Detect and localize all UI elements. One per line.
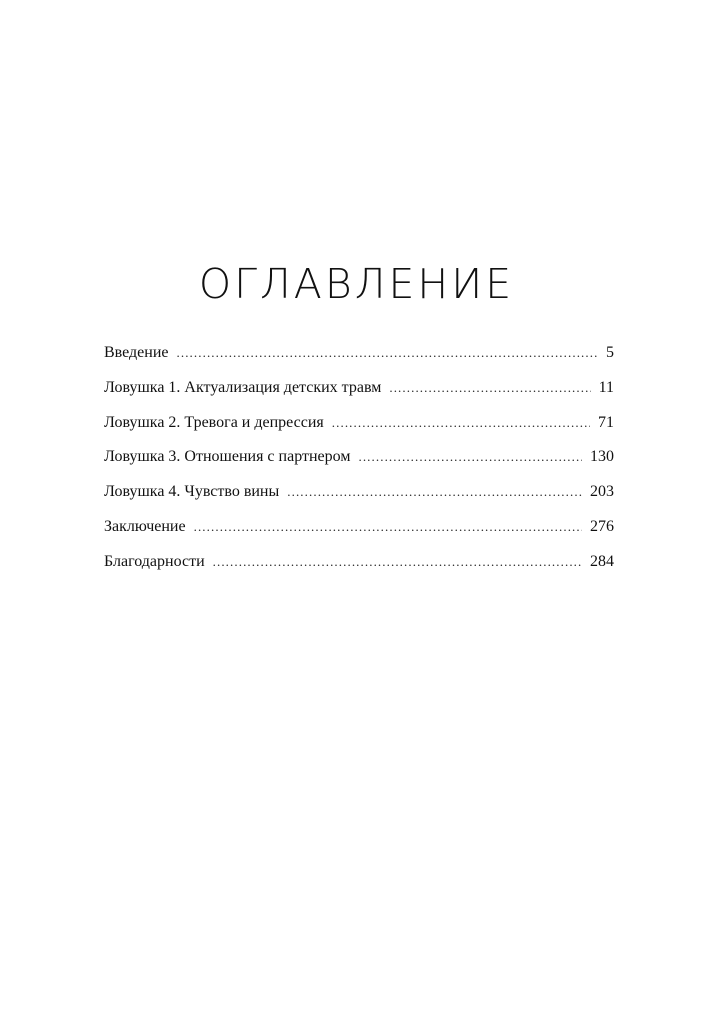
toc-entry-trap-2[interactable] (104, 406, 614, 441)
toc-page-number: 130 (590, 448, 614, 466)
toc-page-number: 276 (590, 517, 614, 535)
toc-entry-title: Введение (104, 344, 169, 361)
dot-leader (287, 475, 582, 510)
toc-page-number: 5 (606, 344, 614, 361)
toc-page-number: 203 (590, 483, 614, 501)
toc-page-number: 284 (590, 552, 614, 570)
toc-entry-trap-1[interactable] (104, 371, 614, 406)
toc-entry-acknowledgements[interactable] (104, 545, 614, 580)
toc-page-number: 11 (598, 378, 614, 396)
page-title: ОГЛАВЛЕНИЕ (198, 260, 515, 308)
dot-leader (177, 336, 599, 371)
toc-entry-introduction[interactable] (104, 336, 614, 371)
toc-page-number: 71 (598, 413, 614, 431)
toc-entry-title: Благодарности (104, 552, 205, 570)
toc-entry-conclusion[interactable] (104, 510, 614, 545)
toc-entry-title: Ловушка 4. Чувство вины (104, 483, 280, 501)
table-of-contents (104, 336, 614, 580)
toc-entry-title: Ловушка 1. Актуализация детских травм (104, 378, 382, 396)
dot-leader (358, 440, 582, 475)
dot-leader (213, 545, 582, 580)
dot-leader (194, 510, 582, 545)
toc-entry-title: Заключение (104, 517, 186, 535)
toc-entry-trap-4[interactable] (104, 475, 614, 510)
dot-leader (389, 371, 590, 406)
dot-leader (332, 406, 590, 441)
toc-entry-title: Ловушка 2. Тревога и депрессия (104, 413, 324, 431)
toc-entry-title: Ловушка 3. Отношения с партнером (104, 448, 351, 466)
toc-entry-trap-3[interactable] (104, 440, 614, 475)
